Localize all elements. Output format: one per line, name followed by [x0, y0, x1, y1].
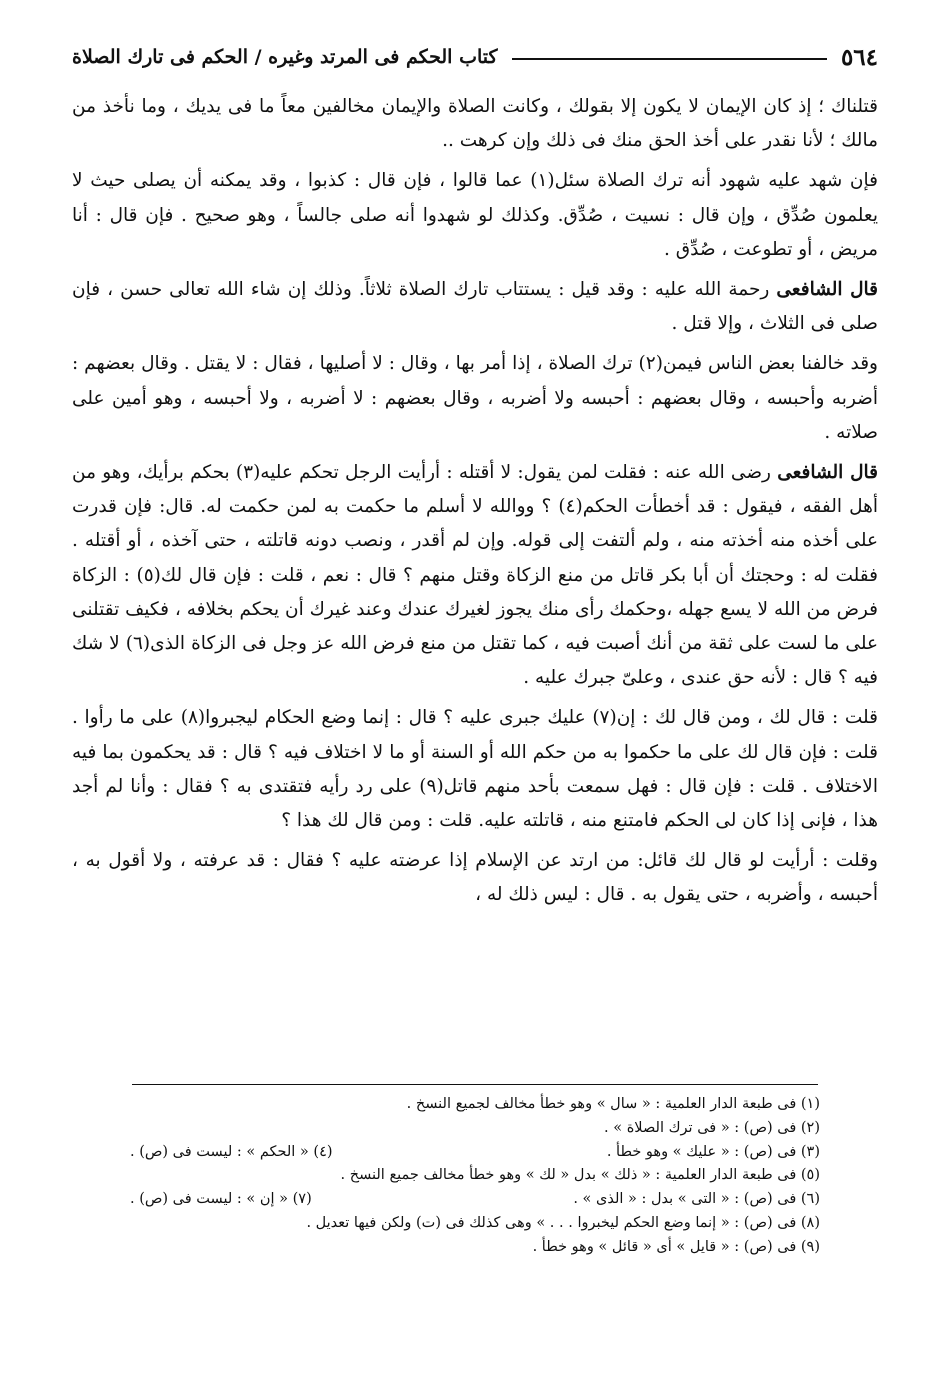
footnote-8: (٨) فى (ص) : « إنما وضع الحكم ليخبروا . . . » وهى كذلك فى (ت) ولكن فيها تعديل .	[306, 1214, 820, 1231]
footnote-3: (٣) فى (ص) : « عليك » وهو خطأ .	[606, 1143, 820, 1160]
footnote-2: (٢) فى (ص) : « فى ترك الصلاة » .	[604, 1119, 820, 1136]
footnote-5: (٥) فى طبعة الدار العلمية : « ذلك » بدل « لك » وهو خطأ مخالف جميع النسخ .	[340, 1167, 820, 1184]
paragraph-lead: قال الشافعى	[776, 279, 878, 301]
footnote-7: (٧) « إن » : ليست فى (ص) .	[130, 1191, 312, 1208]
footnote-6: (٦) فى (ص) : « التى » بدل : « الذى » .	[573, 1191, 820, 1208]
paragraph	[72, 456, 878, 695]
paragraph-text: قتلناك ؛ إذ كان الإيمان لا يكون إلا بقولك ، وكانت الصلاة والإيمان مخالفين معاً ما فى يديك ، وما نأخذ من مالك ؛ لأنا نقدر على أخذ الحق منك فى ذلك وإن كرهت ..	[72, 96, 878, 152]
running-title: كتاب الحكم فى المرتد وغيره / الحكم فى تارك الصلاة	[72, 46, 498, 68]
paragraph	[72, 90, 878, 158]
paragraph-text: وقد خالفنا بعض الناس فيمن(٢) ترك الصلاة ، إذا أمر بها ، وقال : لا أصليها ، فقال : لا يقتل . وقال بعضهم : أضربه وأحبسه ، وقال بعضهم : أحبسه ولا أضربه ، وقال بعضهم : لا أضربه ، ولا أحبسه ، وهو أمين على صلاته .	[72, 353, 878, 443]
page-number: ٥٦٤	[840, 43, 878, 71]
paragraph-lead: قال الشافعى	[777, 462, 879, 484]
header-rule	[512, 58, 827, 60]
paragraph	[72, 701, 878, 838]
main-text	[72, 90, 878, 919]
footnote-9: (٩) فى (ص) : « قايل » أى « قائل » وهو خطأ .	[532, 1238, 820, 1255]
footnote-row	[130, 1188, 820, 1212]
paragraph	[72, 273, 878, 341]
running-header	[72, 42, 878, 72]
paragraph-text: فإن شهد عليه شهود أنه ترك الصلاة سئل(١) عما قالوا ، فإن قال : كذبوا ، وقد يمكنه أن يصلى حيث لا يعلمون صُدِّق ، وإن قال : نسيت ، صُدِّق. وكذلك لو شهدوا أنه صلى جالساً ، وهو صحيح . فإن قال : أنا مريض ، أو تطوعت ، صُدِّق .	[72, 170, 878, 260]
paragraph-text: رضى الله عنه : فقلت لمن يقول: لا أقتله : أرأيت الرجل تحكم عليه(٣) بحكم برأيك، وهو من أهل الفقه ، فيقول : قد أخطأت الحكم(٤) ؟ ووالله لا أسلم ما حكمت به لمن حكمت له. قال: فإن قدرت على أخذه منه أخذته منه ، ولم ألتفت إلى قوله. وإن لم أقدر ، ونصب دونه قاتلته ، حتى آخذه ، أو أقتله . فقلت له : وحجتك أن أبا بكر قاتل من منع الزكاة وقتل منهم ؟ قال : نعم ، قلت : فإن قال لك(٥) : الزكاة فرض من الله لا يسع جهله ،وحكمك رأى منك يجوز لغيرك عندك وعند غيرك أن يحكم بخلافه ، فكيف تقتلنى على ما لست على ثقة من أنك أصبت فيه ، كما تقتل من منع فرض الله عز وجل فى الزكاة الذى(٦) لا شك فيه ؟ قال : لأنه حق عندى ، وعلىّ جبرك عليه .	[72, 462, 879, 689]
paragraph-text: وقلت : أرأيت لو قال لك قائل: من ارتد عن الإسلام إذا عرضته عليه ؟ فقال : قد عرفته ، ولا أقول به ، أحبسه ، وأضربه ، حتى يقول به . قال : ليس ذلك له ،	[72, 850, 878, 906]
paragraph	[72, 347, 878, 450]
footnote-4: (٤) « الحكم » : ليست فى (ص) .	[130, 1143, 333, 1160]
footnote-row	[130, 1141, 820, 1165]
footnote-separator	[132, 1084, 818, 1085]
paragraph	[72, 844, 878, 912]
paragraph-text: قلت : قال لك ، ومن قال لك : إن(٧) عليك جبرى عليه ؟ قال : إنما وضع الحكام ليجبروا(٨) على ما رأوا . قلت : فإن قال لك على ما حكموا به من حكم الله أو السنة أو ما لا اختلاف فيه ؟ قال : قد يحكمون بما فيه الاختلاف . قلت : فإن قال : فهل سمعت بأحد منهم قاتل(٩) على رد رأيه فتقتدى به ؟ فقال : وأنا لم أجد هذا ، فإنى إذا كان لى الحكم فامتنع منه ، قاتلته عليه. قلت : ومن قال لك هذا ؟	[72, 707, 879, 832]
footnotes	[130, 1093, 820, 1260]
footnote-1: (١) فى طبعة الدار العلمية : « سال » وهو خطأ مخالف لجميع النسخ .	[406, 1096, 820, 1112]
paragraph-text: رحمة الله عليه : وقد قيل : يستتاب تارك الصلاة ثلاثاً. وذلك إن شاء الله تعالى حسن ، فإن صلى فى الثلاث ، وإلا قتل .	[72, 279, 878, 335]
paragraph	[72, 164, 878, 267]
